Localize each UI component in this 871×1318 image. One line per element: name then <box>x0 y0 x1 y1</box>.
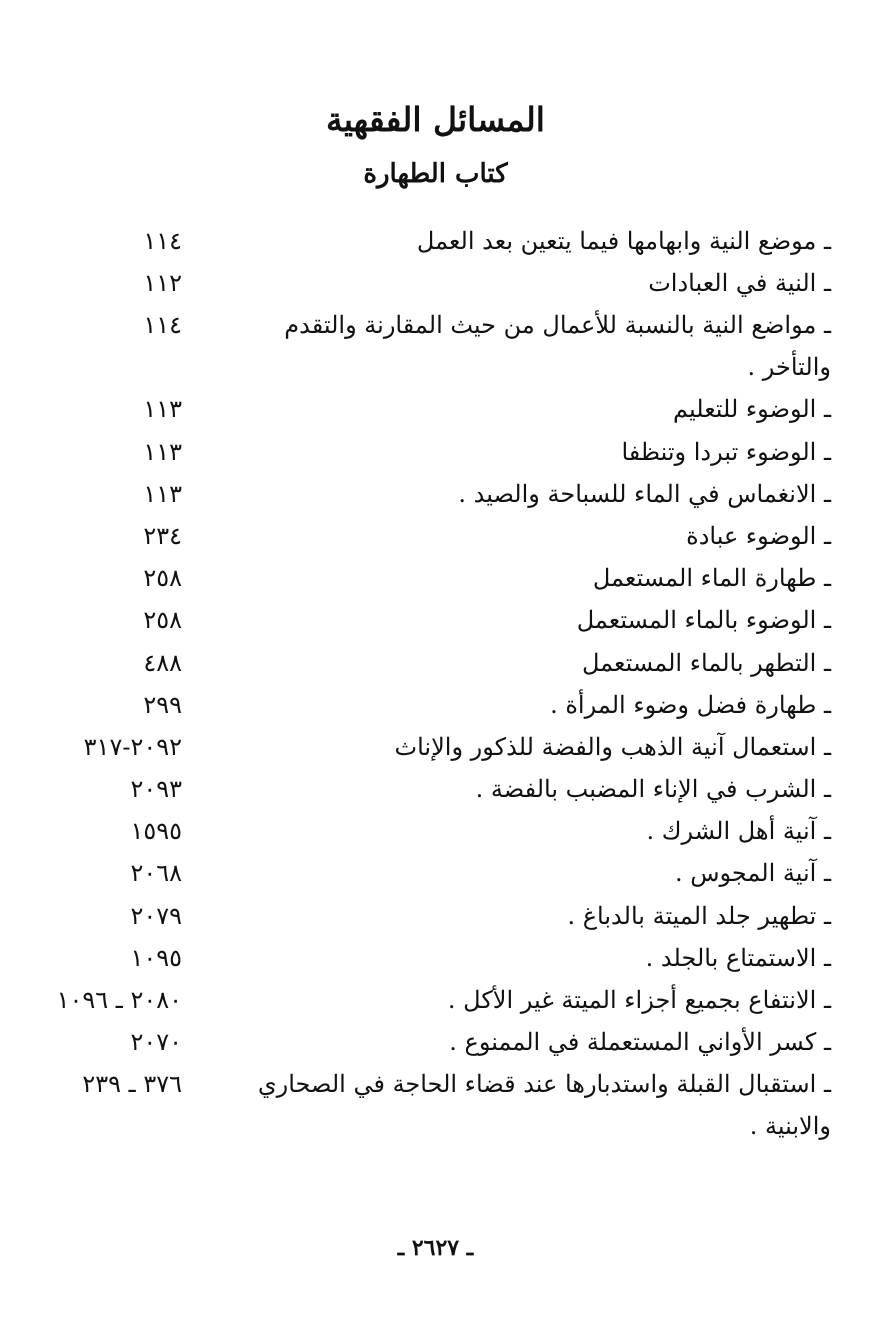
entry-page-ref: ٢٥٨ <box>143 606 182 635</box>
entry-page-ref: ٤٨٨ <box>143 648 182 677</box>
entry-topic: ـ الانتفاع بجميع أجزاء الميتة غير الأكل . <box>447 986 831 1014</box>
index-entry <box>0 895 871 937</box>
entry-topic: ـ الاستمتاع بالجلد . <box>645 943 831 972</box>
entry-page-ref: ٢٠٧٠ <box>130 1028 182 1057</box>
entry-topic: ـ طهارة فضل وضوء المرأة . <box>550 690 831 719</box>
entry-page-ref: ٢٠٩٢-٣١٧ <box>83 732 182 761</box>
entry-topic: ـ آنية المجوس . <box>674 859 831 888</box>
index-entry <box>0 304 871 388</box>
entry-topic: ـ استقبال القبلة واستدبارها عند قضاء الحاجة في الصحاري والابنية . <box>257 1070 831 1141</box>
index-entry <box>0 515 871 557</box>
entry-page-ref: ١٠٩٥ <box>130 943 182 972</box>
entry-topic: ـ الوضوء تبردا وتنظفا <box>621 437 831 466</box>
entry-topic: ـ النية في العبادات <box>648 269 831 298</box>
entry-page-ref: ٢٠٦٨ <box>130 859 182 888</box>
entry-page-ref: ١١٤ <box>143 227 182 255</box>
chapter-title: كتاب الطهارة <box>363 159 508 189</box>
entry-topic: ـ الانغماس في الماء للسباحة والصيد . <box>458 479 831 508</box>
index-entry <box>0 431 871 473</box>
page-number: ـ ٢٦٢٧ ـ <box>397 1235 474 1261</box>
index-entry <box>0 852 871 894</box>
entry-topic: ـ طهارة الماء المستعمل <box>592 564 831 593</box>
entry-topic: ـ الوضوء عبادة <box>686 521 831 550</box>
entry-topic: ـ التطهر بالماء المستعمل <box>581 648 831 677</box>
entry-page-ref: ٢٠٨٠ ـ ١٠٩٦ <box>56 986 182 1014</box>
index-entry <box>0 262 871 304</box>
index-entry <box>0 388 871 430</box>
section-title: المسائل الفقهية <box>326 100 545 139</box>
entry-topic: ـ مواضع النية بالنسبة للأعمال من حيث المقارنة والتقدم والتأخر . <box>284 311 831 382</box>
entry-page-ref: ٣٧٦ ـ ٢٣٩ <box>82 1070 182 1099</box>
entry-topic: ـ كسر الأواني المستعملة في الممنوع . <box>449 1028 831 1057</box>
index-entry <box>0 937 871 979</box>
index-entry <box>0 1063 871 1147</box>
entry-page-ref: ٢٥٨ <box>143 564 182 593</box>
entry-page-ref: ١٥٩٥ <box>130 817 182 846</box>
entry-topic: ـ الوضوء للتعليم <box>673 395 831 424</box>
index-entry <box>0 810 871 852</box>
index-entry <box>0 768 871 810</box>
index-entry <box>0 726 871 768</box>
entry-page-ref: ٢٠٧٩ <box>130 901 182 930</box>
entry-topic: ـ استعمال آنية الذهب والفضة للذكور والإناث <box>394 732 831 761</box>
entry-page-ref: ١١٣ <box>143 479 182 508</box>
index-entry <box>0 1021 871 1063</box>
index-entry <box>0 684 871 726</box>
entry-page-ref: ١١٤ <box>143 311 182 340</box>
entry-topic: ـ تطهير جلد الميتة بالدباغ . <box>567 901 831 930</box>
entry-topic: ـ آنية أهل الشرك . <box>646 817 831 846</box>
entry-topic: ـ الشرب في الإناء المضبب بالفضة . <box>475 775 831 804</box>
entry-page-ref: ٢٠٩٣ <box>130 775 182 804</box>
entry-page-ref: ٢٩٩ <box>143 690 182 719</box>
index-entry <box>0 220 871 262</box>
entry-topic: ـ موضع النية وابهامها فيما يتعين بعد العمل <box>416 227 831 255</box>
entry-page-ref: ٢٣٤ <box>143 521 182 550</box>
entry-topic: ـ الوضوء بالماء المستعمل <box>576 606 831 635</box>
entry-page-ref: ١١٢ <box>143 269 182 298</box>
index-list <box>0 220 871 1147</box>
entry-page-ref: ١١٣ <box>143 395 182 424</box>
entry-page-ref: ١١٣ <box>143 437 182 466</box>
index-entry <box>0 979 871 1021</box>
index-entry <box>0 557 871 599</box>
index-entry <box>0 642 871 684</box>
index-entry <box>0 473 871 515</box>
index-entry <box>0 599 871 641</box>
